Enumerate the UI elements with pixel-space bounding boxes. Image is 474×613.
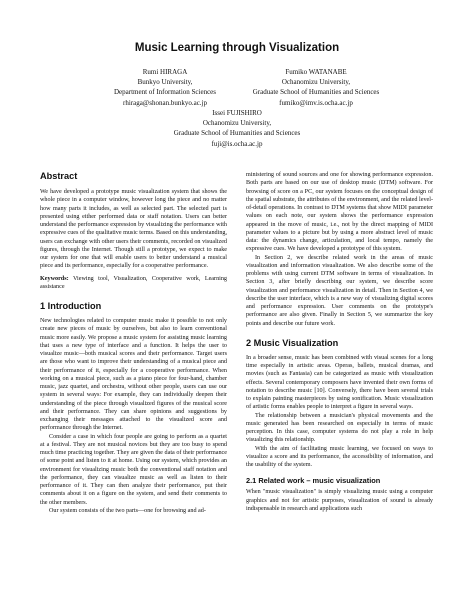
author-name: Fumiko WATANABE [285,68,347,76]
author-department: Department of Information Sciences [113,88,217,97]
author-department: Graduate School of Humanities and Sciences [252,88,380,97]
right-paragraph-1: ministering of sound sources and one for showing performance expression. Both parts are based on our use of desktop music (DTM) software. For browsing of score on a PC, our system focuses on the conceptual design of the spatial substrate, the attributes of the environment, and the related level-of-detail operations. In contrast to DTM systems that show MIDI parameter values on each note, our system shows the performance expression appeared in the move of music, i.e., not by the direct mapping of MIDI parameter values to a picture but by using a more abstract level of music data: the dynamics change, articulation, and local tempo, namely the expressive cues. We have developed a prototype of this system. [246,172,433,253]
abstract-heading: Abstract [40,171,78,181]
left-column [40,171,227,515]
section-2-paragraph-3: With the aim of facilitating music learning, we focused on ways to visualize a score and its performance, the accessibility of information, and the usability of the system. [246,445,433,468]
author-name: Issei FUJISHIRO [212,109,262,117]
subsection-2-1-paragraph-1: When "music visualization" is simply visualizing music using a computer graphics and not for artistic purposes, visualization of sound is already indispensable in research and applications such [246,489,433,512]
author-email: fumiko@imv.is.ocha.ac.jp [279,98,353,107]
intro-paragraph-2: Consider a case in which four people are going to perform as a quartet at a festival. They are not musical novices but they are too busy to spend much time practicing together. They are given the data of their performance of some point and listen to it at home. Using our system, which provides an environment for visualizing music both the conventional staff notation and the performance, they can visualize music as well as listen to their performance of it. They can then analyze their performance, put their comments about it on a figure on the system, and send their comments to the other members. [40,433,227,506]
intro-paragraph-3: Our system consists of the two parts—one for browsing and ad- [49,507,206,514]
author-block-1 [100,67,230,108]
author-affiliation: Bunkyo University, [137,78,193,87]
author-block-2 [236,67,396,108]
author-affiliation: Ochanomizu University, [281,78,351,87]
subsection-2-1-heading: 2.1 Related work – music visualization [246,476,381,486]
section-2-heading: 2 Music Visualization [246,337,339,348]
section-2-paragraph-1: In a broader sense, music has been combined with visual scenes for a long time especially in artistic areas. Operas, ballets, musical dramas, and movies (such as Fantasia) can be categorized as music with visualization effects. Several contemporary composers have invented their own forms of notation to describe music [10]. Conversely, there have been several trials to explain painting masterpieces by using sonification. Music visualization of artistic forms enables people to interpret a figure in several ways. [246,354,433,411]
author-block-3 [137,108,337,149]
section-1-heading: 1 Introduction [40,301,102,311]
intro-paragraph-1: New technologies related to computer music make it possible to not only create new pieces of music by ourselves, but also to learn conventional music more easily. We propose a music system for assisting music learning that uses a new type of interface and a function. It helps the user to visualize music—both musical scores and their performance. Target users are those who want to improve their understanding of a musical piece and their performance of it, especially for a cooperative performance. When working on a musical piece, such as a piano piece for four-hand, chamber music, jazz quartet, and orchestra, without other people, users can use our system in several ways: For example, they can individually deepen their understanding of the piece through visualized figures of the musical score and their performance. They can share opinions and suggestions by exchanging their messages attached to the visualized score and performance through the Internet. [40,318,227,432]
abstract-text: We have developed a prototype music visualization system that shows the whole piece in a computer window, however long the piece and no matter how many parts it includes, as well as selected part. The selected part is presented using either performed data or staff notation. Users can better understand the performance expression by visualizing the performance with expressive cues of the qualitative music terms. Based on this understanding, users can exchange with other users their comments, recorded on visualized figures, through the Internet. Though still a prototype, we expect to make our system for one that will enable users to better understand a musical piece and its performance, especially for a cooperative performance. [40,189,227,270]
section-2-paragraph-2: The relationship between a musician's physical movements and the music generated has been researched on especially in terms of music perception. In this case, computer systems do not play a role in help visualizing this relationship. [246,412,433,444]
author-department: Graduate School of Humanities and Sciences [173,129,301,138]
paper-title: Music Learning through Visualization [134,42,340,54]
author-email: rhiraga@shonan.bunkyo.ac.jp [122,98,207,107]
right-paragraph-2: In Section 2, we describe related work in the areas of music visualization and information visualization. We also describe some of the problems with using current DTM software in terms of visualization. In Section 3, after briefly describing our system, we describe score visualization and performance visualization in detail. Then in Section 4, we describe the user interface, which is a new way of visualizing digital scores and performance expression. User comments on the prototype's performance are also given. Finally in Section 5, we summarize the key points and describe our future work. [246,254,433,327]
right-column [246,171,433,513]
keywords [40,275,227,292]
author-affiliation: Ochanomizu University, [202,119,272,128]
author-email: fuji@is.ocha.ac.jp [211,139,263,148]
author-name: Rumi HIRAGA [142,68,188,76]
keywords-label: Keywords: [40,275,69,282]
keywords-text: Viewing tool, Visualization, Cooperative work, Learning assistance [40,275,227,290]
